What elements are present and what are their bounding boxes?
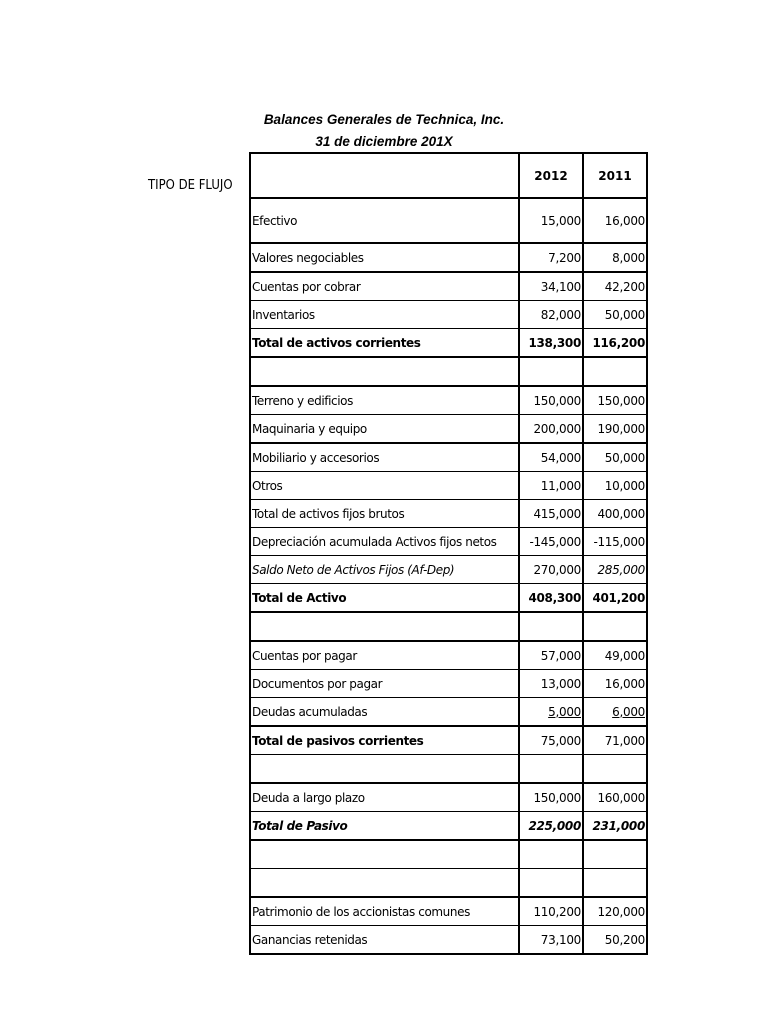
row-label: Total de activos fijos brutos: [250, 500, 519, 528]
value-2011: 400,000: [583, 500, 647, 528]
value-2011: 49,000: [583, 641, 647, 670]
row-label: Mobiliario y accesorios: [250, 443, 519, 472]
row-label: [250, 840, 519, 869]
row-label: Total de Activo: [250, 584, 519, 613]
value-2011: [583, 755, 647, 784]
value-2012: [519, 612, 583, 641]
value-2012: -145,000: [519, 528, 583, 556]
table-row: [250, 243, 647, 272]
document-subtitle: 31 de diciembre 201X: [315, 134, 453, 149]
value-2011: [583, 357, 647, 386]
row-label: Depreciación acumulada Activos fijos netos: [250, 528, 519, 556]
value-2011: [583, 612, 647, 641]
table-row: [250, 612, 647, 641]
value-2011: 50,200: [583, 926, 647, 955]
value-2012: 110,200: [519, 897, 583, 926]
value-2011: 160,000: [583, 783, 647, 812]
row-label: Otros: [250, 472, 519, 500]
value-2012: 34,100: [519, 272, 583, 301]
row-label: Total de activos corrientes: [250, 329, 519, 358]
value-2012: 150,000: [519, 783, 583, 812]
row-label: Terreno y edificios: [250, 386, 519, 415]
value-2011: 401,200: [583, 584, 647, 613]
value-2012: 200,000: [519, 415, 583, 444]
table-row: [250, 698, 647, 727]
table-row: [250, 556, 647, 584]
value-2012-text: 5,000: [548, 704, 581, 719]
table-row: [250, 443, 647, 472]
value-2012: [519, 869, 583, 898]
table-row: [250, 472, 647, 500]
flow-type-label: TIPO DE FLUJO: [148, 178, 233, 193]
row-label: Patrimonio de los accionistas comunes: [250, 897, 519, 926]
value-2011: 50,000: [583, 443, 647, 472]
row-label: [250, 612, 519, 641]
value-2011: 116,200: [583, 329, 647, 358]
header-2011: 2011: [583, 153, 647, 198]
value-2011: 8,000: [583, 243, 647, 272]
table-row: [250, 783, 647, 812]
value-2012: [519, 840, 583, 869]
table-row: [250, 755, 647, 784]
value-2012: 75,000: [519, 726, 583, 755]
table-row: [250, 812, 647, 841]
value-2012: [519, 755, 583, 784]
table-row: [250, 641, 647, 670]
value-2012: 57,000: [519, 641, 583, 670]
value-2012: 270,000: [519, 556, 583, 584]
table-row: [250, 386, 647, 415]
table-header-row: [250, 153, 647, 198]
balance-sheet-table: [249, 152, 648, 955]
table-row: [250, 584, 647, 613]
value-2012: 13,000: [519, 670, 583, 698]
table-row: [250, 272, 647, 301]
value-2011: 10,000: [583, 472, 647, 500]
row-label: Deuda a largo plazo: [250, 783, 519, 812]
value-2011: 16,000: [583, 670, 647, 698]
value-2011: 285,000: [583, 556, 647, 584]
value-2011: -115,000: [583, 528, 647, 556]
row-label: Efectivo: [250, 198, 519, 243]
table-row: [250, 726, 647, 755]
value-2011: 16,000: [583, 198, 647, 243]
value-2011: 150,000: [583, 386, 647, 415]
row-label: [250, 357, 519, 386]
value-2011: 120,000: [583, 897, 647, 926]
row-label: Inventarios: [250, 301, 519, 329]
value-2012: 408,300: [519, 584, 583, 613]
header-label-cell: [250, 153, 519, 198]
value-2011: [583, 840, 647, 869]
table-row: [250, 840, 647, 869]
table-row: [250, 897, 647, 926]
table-row: [250, 357, 647, 386]
row-label: [250, 869, 519, 898]
value-2012: 7,200: [519, 243, 583, 272]
value-2012: 150,000: [519, 386, 583, 415]
row-label: Cuentas por pagar: [250, 641, 519, 670]
table-row: [250, 198, 647, 243]
row-label: Cuentas por cobrar: [250, 272, 519, 301]
value-2012: 73,100: [519, 926, 583, 955]
row-label: Maquinaria y equipo: [250, 415, 519, 444]
value-2012: 82,000: [519, 301, 583, 329]
value-2012: 138,300: [519, 329, 583, 358]
header-2012: 2012: [519, 153, 583, 198]
table-row: [250, 500, 647, 528]
value-2012: 225,000: [519, 812, 583, 841]
row-label: Documentos por pagar: [250, 670, 519, 698]
table-row: [250, 528, 647, 556]
value-2011: 50,000: [583, 301, 647, 329]
value-2011-text: 6,000: [612, 704, 645, 719]
value-2012: [519, 357, 583, 386]
value-2011: [583, 869, 647, 898]
value-2011: 71,000: [583, 726, 647, 755]
row-label: Total de Pasivo: [250, 812, 519, 841]
value-2012: [519, 698, 583, 727]
row-label: [250, 755, 519, 784]
value-2011: 42,200: [583, 272, 647, 301]
value-2012: 54,000: [519, 443, 583, 472]
table-row: [250, 869, 647, 898]
table-row: [250, 926, 647, 955]
table-row: [250, 329, 647, 358]
row-label: Saldo Neto de Activos Fijos (Af-Dep): [250, 556, 519, 584]
value-2011: [583, 698, 647, 727]
table-row: [250, 301, 647, 329]
row-label: Deudas acumuladas: [250, 698, 519, 727]
table-row: [250, 415, 647, 444]
value-2011: 231,000: [583, 812, 647, 841]
row-label: Total de pasivos corrientes: [250, 726, 519, 755]
value-2012: 415,000: [519, 500, 583, 528]
document-title: Balances Generales de Technica, Inc.: [263, 112, 505, 127]
value-2011: 190,000: [583, 415, 647, 444]
row-label: Valores negociables: [250, 243, 519, 272]
value-2012: 11,000: [519, 472, 583, 500]
row-label: Ganancias retenidas: [250, 926, 519, 955]
value-2012: 15,000: [519, 198, 583, 243]
table-row: [250, 670, 647, 698]
